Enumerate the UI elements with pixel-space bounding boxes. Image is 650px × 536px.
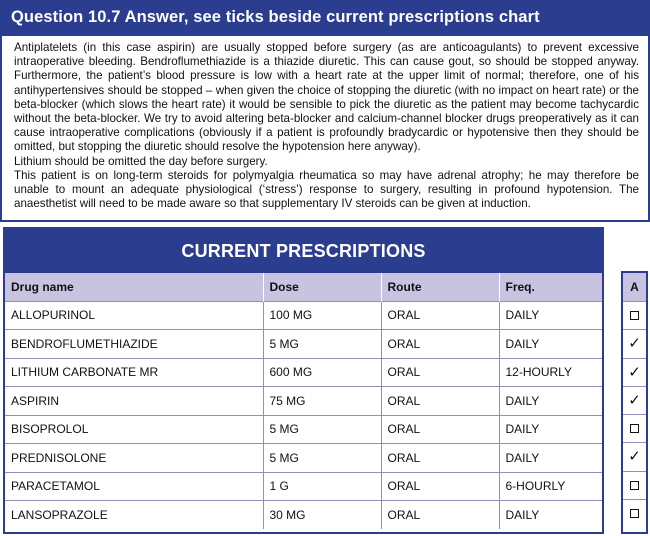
dose-cell: 600 MG bbox=[263, 358, 381, 387]
table-row bbox=[5, 387, 602, 416]
route-cell: ORAL bbox=[381, 472, 499, 501]
route-cell: ORAL bbox=[381, 387, 499, 416]
empty-box-icon bbox=[630, 481, 639, 490]
dose-cell: 30 MG bbox=[263, 501, 381, 530]
table-row bbox=[5, 501, 602, 530]
empty-box-icon bbox=[630, 424, 639, 433]
answer-paragraph: This patient is on long-term steroids for polymyalgia rheumatica so may have adrenal atrophy; he may therefore be unable to mount an adequate physiological (‘stress’) response to surgery, resulting in profound hypotension. The anaesthetist will need to be made aware so that supplementary IV steroids can be given at induction. bbox=[14, 168, 639, 211]
answer-mark-cell bbox=[623, 471, 646, 499]
frequency-cell: DAILY bbox=[499, 444, 602, 473]
drug-name-cell: PREDNISOLONE bbox=[5, 444, 263, 473]
answer-mark-cell bbox=[623, 301, 646, 329]
frequency-cell: DAILY bbox=[499, 330, 602, 359]
tick-icon: ✓ bbox=[628, 391, 641, 409]
answer-mark-cell bbox=[623, 386, 646, 414]
frequency-cell: DAILY bbox=[499, 501, 602, 530]
table-row bbox=[5, 415, 602, 444]
answer-mark-cell bbox=[623, 499, 646, 527]
frequency-cell: 12-HOURLY bbox=[499, 358, 602, 387]
column-header-route: Route bbox=[381, 273, 499, 301]
answer-column-header: A bbox=[623, 273, 646, 301]
route-cell: ORAL bbox=[381, 415, 499, 444]
empty-box-icon bbox=[630, 509, 639, 518]
drug-name-cell: LANSOPRAZOLE bbox=[5, 501, 263, 530]
frequency-cell: DAILY bbox=[499, 415, 602, 444]
question-title: Question 10.7 Answer, see ticks beside current prescriptions chart bbox=[11, 8, 540, 26]
route-cell: ORAL bbox=[381, 301, 499, 330]
table-row bbox=[5, 358, 602, 387]
answer-mark-cell bbox=[623, 358, 646, 386]
drug-name-cell: ASPIRIN bbox=[5, 387, 263, 416]
route-cell: ORAL bbox=[381, 444, 499, 473]
dose-cell: 5 MG bbox=[263, 330, 381, 359]
route-cell: ORAL bbox=[381, 330, 499, 359]
empty-box-icon bbox=[630, 311, 639, 320]
prescriptions-table bbox=[5, 273, 602, 529]
table-row bbox=[5, 330, 602, 359]
answer-paragraph: Lithium should be omitted the day before surgery. bbox=[14, 154, 268, 168]
drug-name-cell: BISOPROLOL bbox=[5, 415, 263, 444]
route-cell: ORAL bbox=[381, 501, 499, 530]
drug-name-cell: LITHIUM CARBONATE MR bbox=[5, 358, 263, 387]
answer-tick-column bbox=[621, 271, 648, 534]
answer-paragraph: Antiplatelets (in this case aspirin) are usually stopped before surgery (as are anticoagulants) to prevent excessive intraoperative bleeding. Bendroflumethiazide is a thiazide diuretic. This can cause gout, so should be stopped anyway. Furthermore, the patient’s blood pressure is low with a heart rate at the upper limit of normal; therefore, one of his antihypertensives should be stopped – when given the choice of stopping the diuretic (with no impact on heart rate) or the beta-blocker (which slows the heart rate) it would be sensible to pick the diuretic as the patient may become tachycardic without the beta-blocker. We try to avoid altering beta-blocker and calcium-channel blocker drugs preoperatively as it can cause intraoperative complications (obviously if a patient is profoundly bradycardic or hypotensive then they should be omitted, but stopping the diuretic should resolve the hypotension here anyway). bbox=[14, 41, 639, 154]
drug-name-cell: BENDROFLUMETHIAZIDE bbox=[5, 330, 263, 359]
drug-name-cell: ALLOPURINOL bbox=[5, 301, 263, 330]
column-header-drug-name: Drug name bbox=[5, 273, 263, 301]
drug-name-cell: PARACETAMOL bbox=[5, 472, 263, 501]
tick-icon: ✓ bbox=[628, 335, 641, 353]
frequency-cell: DAILY bbox=[499, 387, 602, 416]
dose-cell: 1 G bbox=[263, 472, 381, 501]
answer-mark-cell bbox=[623, 442, 646, 470]
table-row bbox=[5, 444, 602, 473]
answer-text-box bbox=[0, 36, 650, 222]
prescriptions-chart bbox=[3, 227, 604, 534]
column-header-dose: Dose bbox=[263, 273, 381, 301]
frequency-cell: DAILY bbox=[499, 301, 602, 330]
answer-mark-cell bbox=[623, 329, 646, 357]
frequency-cell: 6-HOURLY bbox=[499, 472, 602, 501]
dose-cell: 100 MG bbox=[263, 301, 381, 330]
route-cell: ORAL bbox=[381, 358, 499, 387]
table-header-row bbox=[5, 273, 602, 301]
table-row bbox=[5, 301, 602, 330]
column-header-frequency: Freq. bbox=[499, 273, 602, 301]
question-banner bbox=[0, 0, 650, 36]
tick-icon: ✓ bbox=[628, 448, 641, 466]
dose-cell: 5 MG bbox=[263, 444, 381, 473]
table-row bbox=[5, 472, 602, 501]
tick-icon: ✓ bbox=[628, 363, 641, 381]
dose-cell: 5 MG bbox=[263, 415, 381, 444]
dose-cell: 75 MG bbox=[263, 387, 381, 416]
answer-mark-cell bbox=[623, 414, 646, 442]
prescriptions-title: CURRENT PRESCRIPTIONS bbox=[5, 229, 602, 273]
